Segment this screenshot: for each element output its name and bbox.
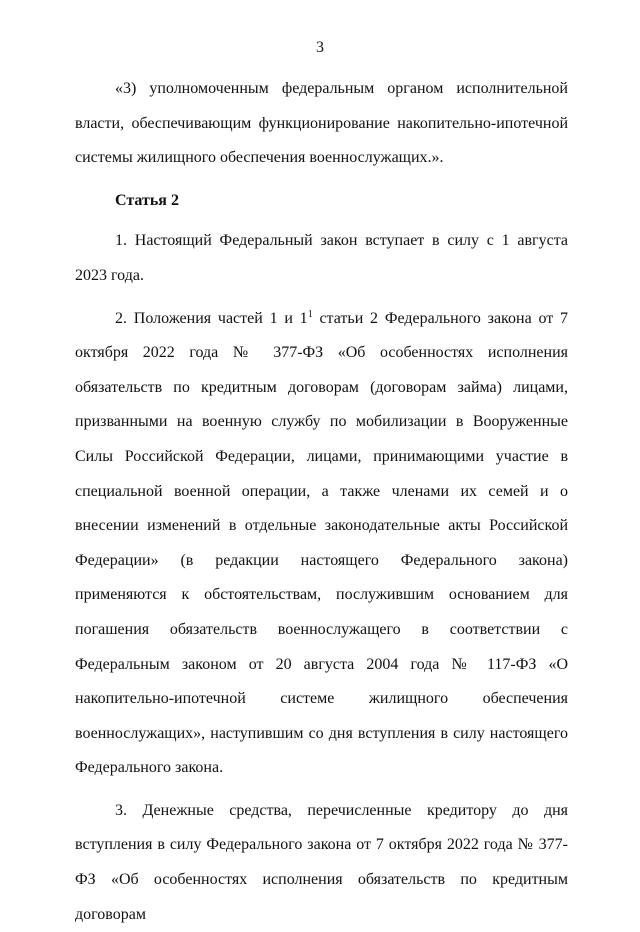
- superscript-index: 1: [307, 308, 313, 320]
- paragraph-part-1: 1. Настоящий Федеральный закон вступает в силу с 1 августа 2023 года.: [75, 232, 568, 284]
- paragraph-clause-3: «3) уполномоченным федеральным органом исполнительной власти, обеспечивающим функционирование накопительно-ипотечной системы жилищного обеспечения военнослужащих.».: [75, 80, 568, 167]
- document-body: [75, 72, 568, 932]
- paragraph-part-2-rest: статьи 2 Федерального закона от 7 октября 2022 года № 377-ФЗ «Об особенностях исполнения обязательств по кредитным договорам (договорам займа) лицами, призванными на военную службу по мобилизации в Вооруженные Силы Российской Федерации, лицами, принимающими участие в специальной военной операции, а также членами их семей и о внесении изменений в отдельные законодательные акты Российской Федерации» (в редакции настоящего Федерального закона) применяются к обстоятельствам, послужившим основанием для погашения обязательств военнослужащего в соответствии с Федеральным законом от 20 августа 2004 года № 117-ФЗ «О накопительно-ипотечной системе жилищного обеспечения военнослужащих», наступившим со дня вступления в силу настоящего Федерального закона.: [75, 309, 568, 777]
- article-heading: Статья 2: [115, 191, 179, 209]
- paragraph-part-2-start: 2. Положения частей 1 и 1: [115, 309, 308, 327]
- page-number: 3: [316, 39, 324, 56]
- paragraph-part-2: [75, 302, 568, 786]
- paragraph-part-3: 3. Денежные средства, перечисленные кредитору до дня вступления в силу Федерального закона от 7 октября 2022 года № 377-ФЗ «Об особенностях исполнения обязательств по кредитным договорам: [75, 801, 568, 923]
